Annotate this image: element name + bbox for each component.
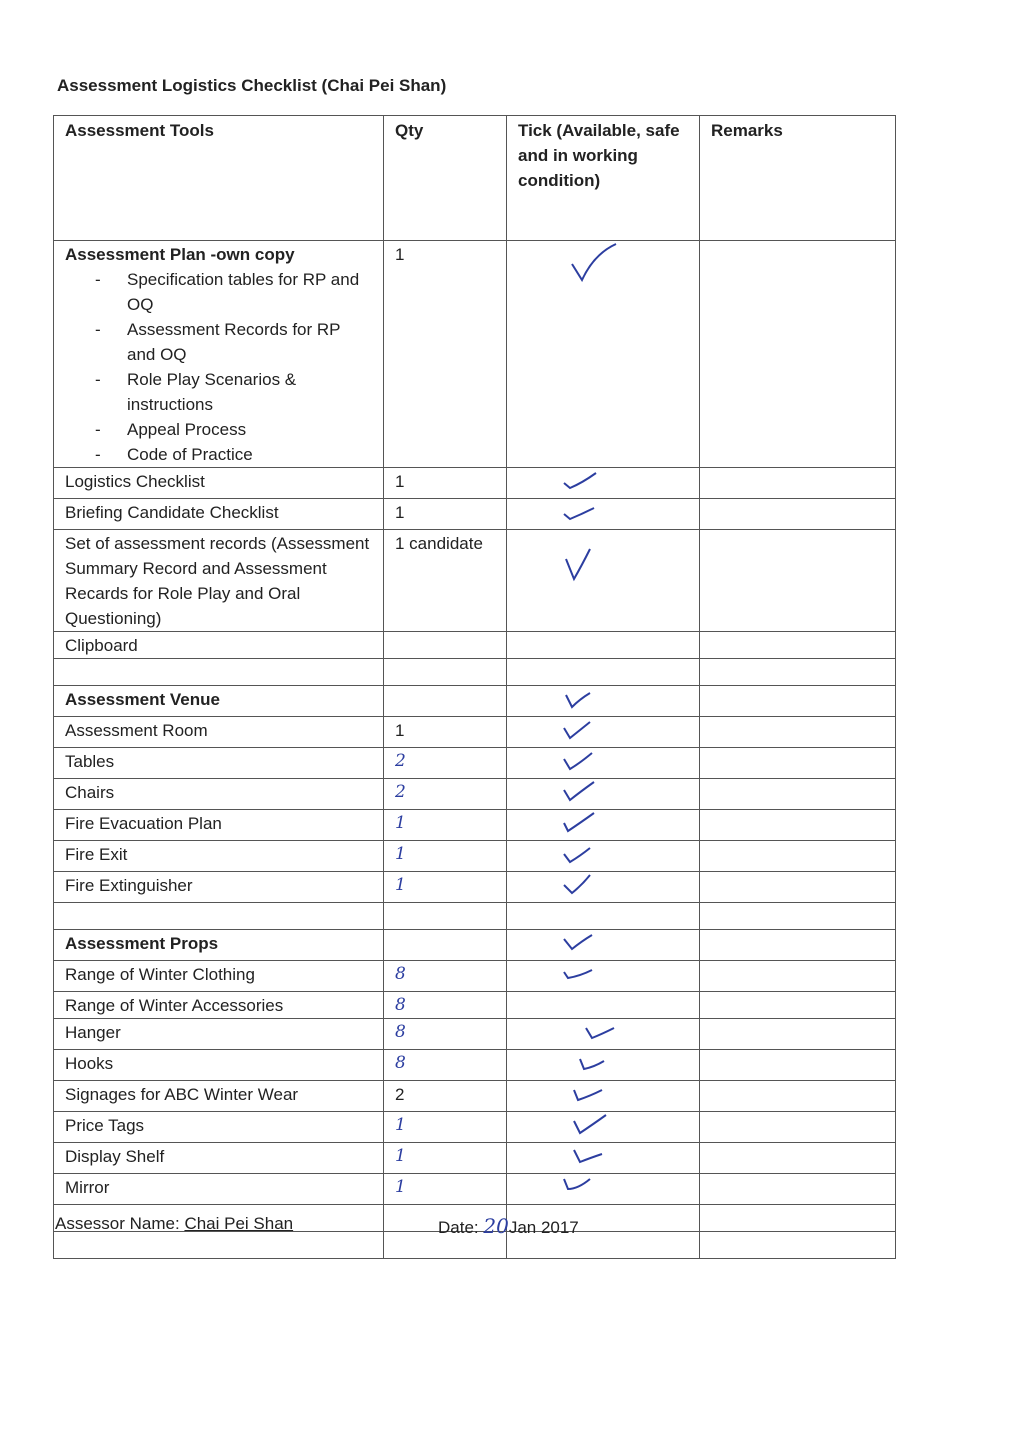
qty-cell: 1 <box>384 810 507 841</box>
tool-cell: Logistics Checklist <box>54 468 384 499</box>
qty-cell: 1 <box>384 717 507 748</box>
remarks-cell <box>700 241 896 468</box>
header-tick: Tick (Available, safe and in working condition) <box>507 116 700 241</box>
tick-mark-icon <box>560 873 600 895</box>
qty-cell: 2 <box>384 748 507 779</box>
tick-mark-icon <box>576 1051 616 1073</box>
qty-cell: 2 <box>384 779 507 810</box>
remarks-cell <box>700 1112 896 1143</box>
remarks-cell <box>700 1081 896 1112</box>
tick-mark-icon <box>560 687 600 709</box>
table-row <box>54 468 896 499</box>
tick-mark-icon <box>560 931 600 953</box>
table-row <box>54 779 896 810</box>
remarks-cell <box>700 748 896 779</box>
tool-cell: Hooks <box>54 1050 384 1081</box>
tick-cell <box>507 632 700 659</box>
qty-cell: 1 <box>384 1143 507 1174</box>
blank-row <box>54 659 896 686</box>
qty-cell: 1 <box>384 1112 507 1143</box>
qty-cell: 1 <box>384 241 507 468</box>
table-row <box>54 1174 896 1205</box>
tool-cell: Clipboard <box>54 632 384 659</box>
remarks-cell <box>700 903 896 930</box>
header-row <box>54 116 896 241</box>
table-row <box>54 841 896 872</box>
venue-title: Assessment Venue <box>54 686 384 717</box>
remarks-cell <box>700 810 896 841</box>
tick-mark-icon <box>570 242 618 282</box>
tick-mark-icon <box>560 780 600 802</box>
plan-item: - Appeal Process <box>65 417 373 442</box>
table-row <box>54 499 896 530</box>
plan-items <box>65 267 373 467</box>
tick-cell <box>507 1174 700 1205</box>
qty-cell <box>384 659 507 686</box>
tick-cell <box>507 903 700 930</box>
tick-cell <box>507 992 700 1019</box>
tick-mark-icon <box>560 718 600 740</box>
plan-item: - Assessment Records for RP and OQ <box>65 317 373 367</box>
tool-cell: Range of Winter Accessories <box>54 992 384 1019</box>
props-title: Assessment Props <box>54 930 384 961</box>
section-row-venue <box>54 686 896 717</box>
qty-cell: 1 <box>384 499 507 530</box>
remarks-cell <box>700 872 896 903</box>
tool-cell <box>54 903 384 930</box>
tick-mark-icon <box>560 749 600 771</box>
table-row <box>54 961 896 992</box>
remarks-cell <box>700 686 896 717</box>
tick-mark-icon <box>560 500 600 522</box>
assessor-label: Assessor Name: <box>55 1214 185 1233</box>
tick-mark-icon <box>570 1082 610 1104</box>
assessor-line <box>55 1214 293 1234</box>
remarks-cell <box>700 992 896 1019</box>
table-row <box>54 1050 896 1081</box>
tool-cell: Fire Extinguisher <box>54 872 384 903</box>
qty-cell: 1 <box>384 468 507 499</box>
tick-cell <box>507 748 700 779</box>
table-row <box>54 748 896 779</box>
tool-cell: Fire Evacuation Plan <box>54 810 384 841</box>
tick-cell <box>507 779 700 810</box>
remarks-cell <box>700 1143 896 1174</box>
qty-cell <box>384 930 507 961</box>
assessor-name: Chai Pei Shan <box>184 1214 294 1233</box>
remarks-cell <box>700 499 896 530</box>
plan-cell <box>54 241 384 468</box>
plan-item: - Role Play Scenarios & instructions <box>65 367 373 417</box>
table-row <box>54 1081 896 1112</box>
qty-cell: 1 <box>384 1174 507 1205</box>
tick-cell <box>507 1050 700 1081</box>
tick-cell <box>507 499 700 530</box>
tool-cell: Range of Winter Clothing <box>54 961 384 992</box>
tick-cell <box>507 686 700 717</box>
tick-mark-icon <box>560 469 600 491</box>
tick-mark-icon <box>582 1020 622 1042</box>
table-row <box>54 632 896 659</box>
plan-title: Assessment Plan -own copy <box>65 245 295 264</box>
tick-cell <box>507 468 700 499</box>
qty-cell: 1 <box>384 841 507 872</box>
qty-cell: 8 <box>384 1019 507 1050</box>
tick-mark-icon <box>570 1144 610 1166</box>
tool-cell: Price Tags <box>54 1112 384 1143</box>
remarks-cell <box>700 930 896 961</box>
remarks-cell <box>700 1019 896 1050</box>
remarks-cell <box>700 1050 896 1081</box>
remarks-cell <box>700 659 896 686</box>
plan-item: - Specification tables for RP and OQ <box>65 267 373 317</box>
tick-cell <box>507 841 700 872</box>
tool-cell: Hanger <box>54 1019 384 1050</box>
table-row <box>54 992 896 1019</box>
tick-mark-icon <box>560 962 600 984</box>
remarks-cell <box>700 468 896 499</box>
qty-cell: 1 <box>384 872 507 903</box>
remarks-cell <box>700 717 896 748</box>
qty-cell <box>384 632 507 659</box>
tool-cell: Chairs <box>54 779 384 810</box>
table-row <box>54 1112 896 1143</box>
date-rest: Jan 2017 <box>508 1218 579 1237</box>
header-tools: Assessment Tools <box>54 116 384 241</box>
section-row-props <box>54 930 896 961</box>
plan-row <box>54 241 896 468</box>
remarks-cell <box>700 1205 896 1232</box>
plan-item: - Code of Practice <box>65 442 373 467</box>
table-row <box>54 1143 896 1174</box>
header-remarks: Remarks <box>700 116 896 241</box>
qty-cell: 1 candidate <box>384 530 507 632</box>
date-label: Date: <box>438 1218 484 1237</box>
tool-cell: Assessment Room <box>54 717 384 748</box>
qty-cell <box>384 903 507 930</box>
tick-mark-icon <box>560 842 600 864</box>
table-row <box>54 1019 896 1050</box>
qty-cell: 8 <box>384 992 507 1019</box>
qty-cell <box>384 686 507 717</box>
remarks-cell <box>700 779 896 810</box>
remarks-cell <box>700 1174 896 1205</box>
qty-cell: 8 <box>384 1050 507 1081</box>
tick-cell <box>507 1143 700 1174</box>
table-row <box>54 872 896 903</box>
remarks-cell <box>700 632 896 659</box>
date-line <box>438 1214 579 1238</box>
table-row <box>54 530 896 632</box>
remarks-cell <box>700 961 896 992</box>
tool-cell: Set of assessment records (Assessment Summary Record and Assessment Recards for Role Play and Oral Questioning) <box>54 530 384 632</box>
table-row <box>54 810 896 841</box>
tool-cell: Signages for ABC Winter Wear <box>54 1081 384 1112</box>
tool-cell: Tables <box>54 748 384 779</box>
tick-cell <box>507 872 700 903</box>
tick-cell <box>507 241 700 468</box>
tick-cell <box>507 717 700 748</box>
tick-mark-icon <box>560 545 600 585</box>
tick-mark-icon <box>570 1113 610 1135</box>
tick-cell <box>507 1019 700 1050</box>
tick-cell <box>507 530 700 632</box>
qty-cell: 2 <box>384 1081 507 1112</box>
tool-cell <box>54 659 384 686</box>
tick-cell <box>507 1112 700 1143</box>
remarks-cell <box>700 530 896 632</box>
page-title: Assessment Logistics Checklist (Chai Pei Shan) <box>57 76 447 95</box>
tick-cell <box>507 1081 700 1112</box>
tick-mark-icon <box>560 1175 600 1197</box>
tool-cell <box>54 1232 384 1259</box>
qty-cell: 8 <box>384 961 507 992</box>
tool-cell: Briefing Candidate Checklist <box>54 499 384 530</box>
blank-row <box>54 903 896 930</box>
tick-cell <box>507 810 700 841</box>
tool-cell: Display Shelf <box>54 1143 384 1174</box>
tool-cell: Mirror <box>54 1174 384 1205</box>
remarks-cell <box>700 1232 896 1259</box>
tool-cell: Fire Exit <box>54 841 384 872</box>
date-day: 20 <box>483 1214 509 1238</box>
tick-cell <box>507 930 700 961</box>
tick-cell <box>507 961 700 992</box>
table-row <box>54 717 896 748</box>
tick-mark-icon <box>560 811 600 833</box>
header-qty: Qty <box>384 116 507 241</box>
tick-cell <box>507 659 700 686</box>
checklist-table <box>53 115 896 1259</box>
remarks-cell <box>700 841 896 872</box>
